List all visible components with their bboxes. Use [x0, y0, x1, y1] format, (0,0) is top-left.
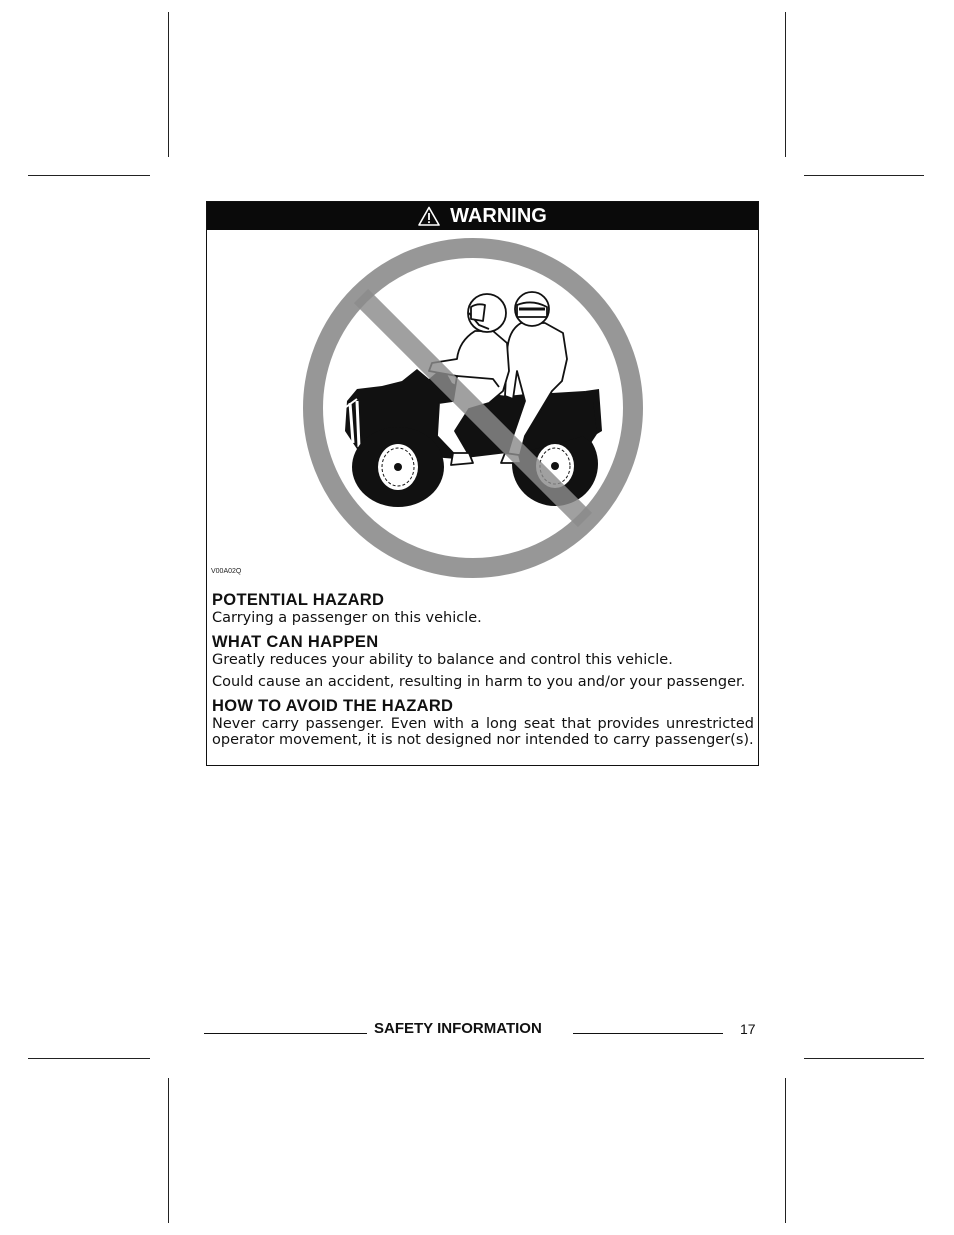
crop-mark-bottom-left-vertical — [168, 1078, 169, 1223]
page-footer — [204, 1018, 760, 1038]
figure-code: V00A02Q — [211, 568, 242, 575]
warning-text-area — [212, 590, 754, 754]
warning-box — [206, 201, 759, 766]
crop-mark-top-right-vertical — [785, 12, 786, 157]
page-number: 17 — [740, 1021, 756, 1037]
how-to-avoid-heading: HOW TO AVOID THE HAZARD — [212, 697, 454, 715]
crop-mark-bottom-right-vertical — [785, 1078, 786, 1223]
footer-rule-right — [573, 1033, 723, 1034]
footer-section-title: SAFETY INFORMATION — [374, 1020, 542, 1037]
potential-hazard-heading: POTENTIAL HAZARD — [212, 591, 385, 609]
what-can-happen-text-2: Could cause an accident, resulting in harm to you and/or your passenger. — [212, 674, 746, 690]
warning-header — [207, 202, 758, 230]
crop-mark-top-right-horizontal — [804, 175, 924, 176]
crop-mark-bottom-right-horizontal — [804, 1058, 924, 1059]
no-passenger-illustration — [207, 231, 758, 581]
warning-header-label: WARNING — [450, 204, 547, 227]
crop-mark-bottom-left-horizontal — [28, 1058, 150, 1059]
crop-mark-top-left-horizontal — [28, 175, 150, 176]
how-to-avoid-text: Never carry passenger. Even with a long seat that provides unrestricted operator movement, it is not designed nor intended to carry passenger(s). — [212, 716, 754, 748]
footer-rule-left — [204, 1033, 367, 1034]
what-can-happen-text-1: Greatly reduces your ability to balance and control this vehicle. — [212, 652, 673, 668]
potential-hazard-text: Carrying a passenger on this vehicle. — [212, 610, 482, 626]
warning-triangle-icon — [418, 206, 440, 226]
crop-mark-top-left-vertical — [168, 12, 169, 157]
what-can-happen-heading: WHAT CAN HAPPEN — [212, 633, 379, 651]
